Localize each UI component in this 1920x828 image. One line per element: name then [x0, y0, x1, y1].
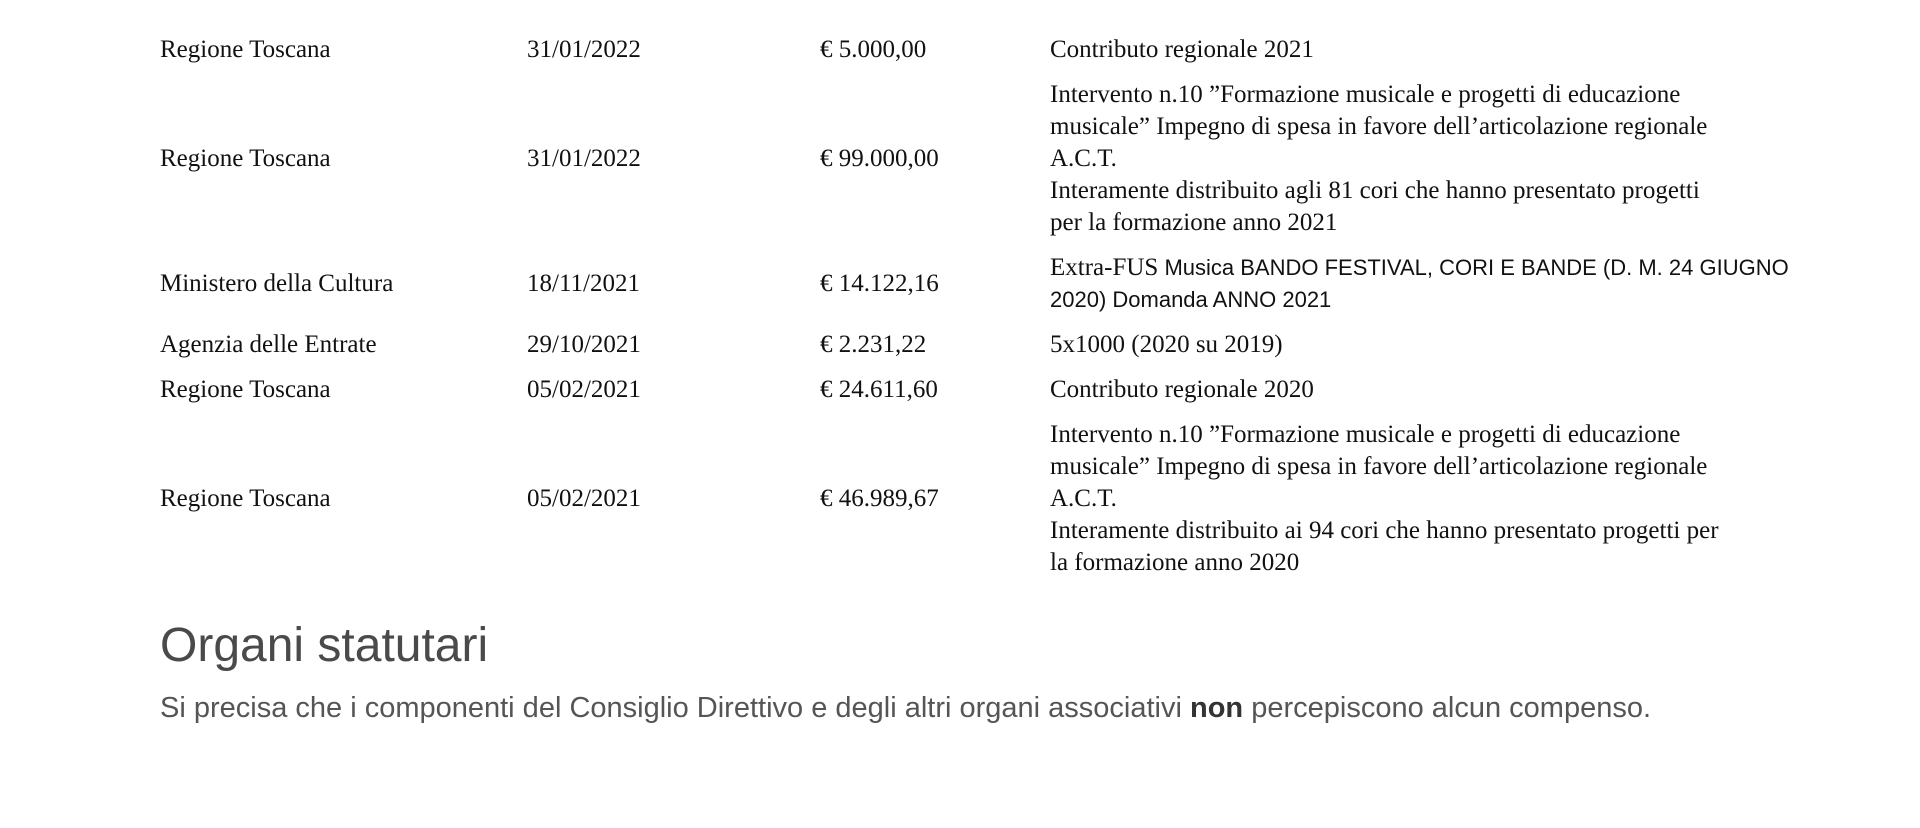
amount-cell: € 99.000,00	[820, 145, 939, 172]
description-cell	[1050, 374, 1820, 406]
description-line: Intervento n.10 ”Formazione musicale e progetti di educazione	[1050, 421, 1681, 448]
description-cell	[1050, 419, 1820, 579]
description-line: Contributo regionale 2020	[1050, 376, 1314, 403]
amount-cell: € 2.231,22	[820, 331, 927, 358]
table-row	[160, 374, 1820, 406]
table-row	[160, 329, 1820, 361]
amount-cell: € 14.122,16	[820, 270, 939, 297]
date-cell: 18/11/2021	[527, 270, 640, 297]
description-rest: Musica BANDO FESTIVAL, CORI E BANDE (D. M. 24 GIUGNO	[1158, 255, 1789, 280]
description-line: Intervento n.10 ”Formazione musicale e progetti di educazione	[1050, 81, 1681, 108]
description-line: 2020) Domanda ANNO 2021	[1050, 287, 1332, 312]
ente-cell: Regione Toscana	[160, 376, 331, 403]
description-line	[1050, 252, 1820, 284]
date-cell: 05/02/2021	[527, 376, 641, 403]
description-line: 5x1000 (2020 su 2019)	[1050, 331, 1283, 358]
description-line: musicale” Impegno di spesa in favore dell’articolazione regionale	[1050, 453, 1708, 480]
amount-cell: € 24.611,60	[820, 376, 938, 403]
description-cell	[1050, 79, 1820, 239]
description-line: Interamente distribuito agli 81 cori che hanno presentato progetti	[1050, 177, 1700, 204]
description-line: musicale” Impegno di spesa in favore dell’articolazione regionale	[1050, 113, 1708, 140]
funding-table	[160, 34, 1820, 579]
ente-cell: Ministero della Cultura	[160, 270, 394, 297]
date-cell: 05/02/2021	[527, 485, 641, 512]
ente-cell: Agenzia delle Entrate	[160, 331, 377, 358]
description-cell	[1050, 252, 1820, 316]
paragraph-bold-word: non	[1190, 692, 1244, 724]
description-cell	[1050, 329, 1820, 361]
description-line: Interamente distribuito ai 94 cori che hanno presentato progetti per	[1050, 517, 1719, 544]
ente-cell: Regione Toscana	[160, 485, 331, 512]
amount-cell: € 5.000,00	[820, 36, 927, 63]
date-cell: 29/10/2021	[527, 331, 641, 358]
section-title: Organi statutari	[160, 619, 489, 672]
table-row	[160, 252, 1820, 316]
description-line: A.C.T.	[1050, 145, 1117, 172]
ente-cell: Regione Toscana	[160, 145, 331, 172]
section-paragraph	[160, 690, 1651, 726]
paragraph-text-end: percepiscono alcun compenso.	[1243, 692, 1652, 724]
description-line: A.C.T.	[1050, 485, 1117, 512]
table-row	[160, 79, 1820, 239]
description-line: la formazione anno 2020	[1050, 549, 1300, 576]
amount-cell: € 46.989,67	[820, 485, 939, 512]
ente-cell: Regione Toscana	[160, 36, 331, 63]
table-row	[160, 34, 1820, 66]
description-line: Contributo regionale 2021	[1050, 36, 1314, 63]
date-cell: 31/01/2022	[527, 36, 641, 63]
table-row	[160, 419, 1820, 579]
date-cell: 31/01/2022	[527, 145, 641, 172]
paragraph-text-start: Si precisa che i componenti del Consiglio Direttivo e degli altri organi associativi	[160, 692, 1190, 724]
description-cell	[1050, 34, 1820, 66]
description-line: per la formazione anno 2021	[1050, 209, 1338, 236]
description-prefix: Extra-FUS	[1050, 254, 1159, 281]
